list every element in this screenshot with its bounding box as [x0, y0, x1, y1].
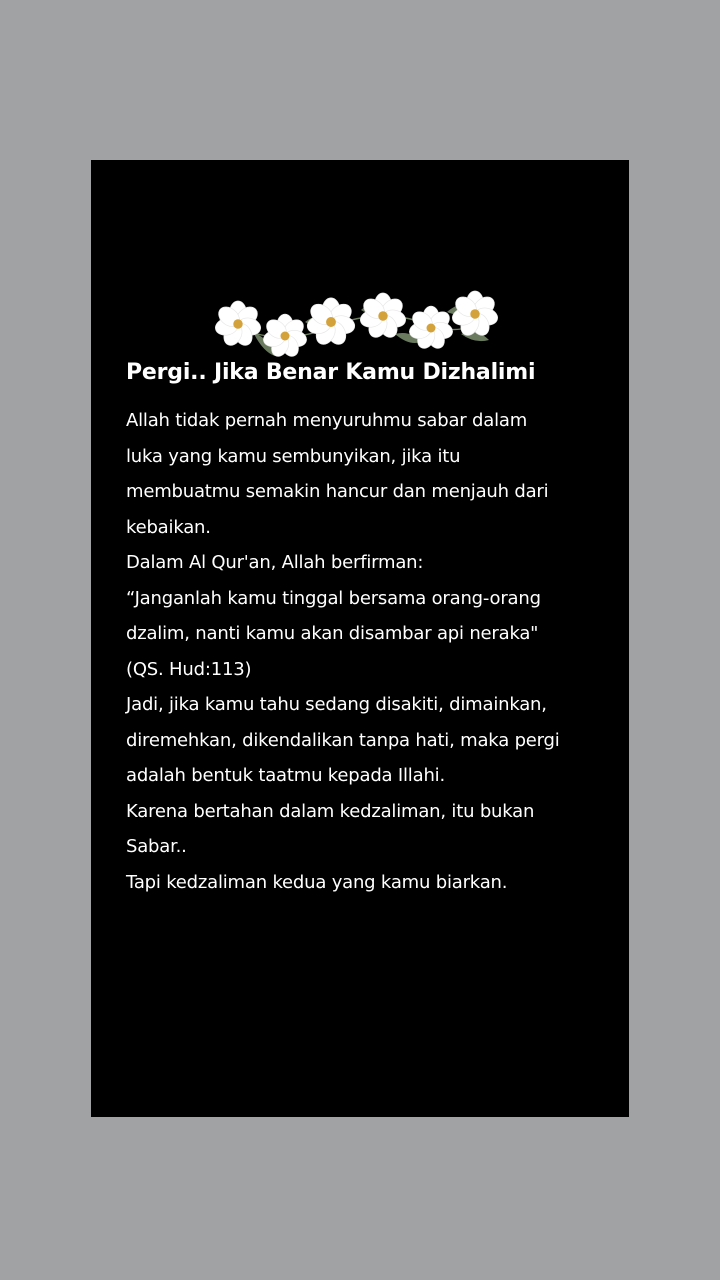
body-line: adalah bentuk taatmu kepada Illahi. [126, 765, 445, 786]
body-line: Tapi kedzaliman kedua yang kamu biarkan. [126, 871, 508, 893]
flower-garland-icon [213, 286, 513, 366]
quran-quote-line: dzalim, nanti kamu akan disambar api neraka" [126, 623, 539, 644]
body-line: diremehkan, dikendalikan tanpa hati, maka pergi [126, 729, 560, 751]
post-body [126, 403, 616, 900]
body-line: Karena bertahan dalam kedzaliman, itu bukan [126, 800, 535, 822]
story-card [91, 160, 629, 1117]
body-line: Allah tidak pernah menyuruhmu sabar dalam [126, 410, 528, 431]
body-line: Dalam Al Qur'an, Allah berfirman: [126, 552, 424, 573]
quran-quote-line: “Janganlah kamu tinggal bersama orang-orang [126, 587, 541, 609]
quran-reference: (QS. Hud:113) [126, 658, 252, 680]
body-line: kebaikan. [126, 516, 211, 538]
body-line: luka yang kamu sembunyikan, jika itu [126, 445, 461, 467]
body-line: Jadi, jika kamu tahu sedang disakiti, dimainkan, [126, 694, 547, 715]
body-line: membuatmu semakin hancur dan menjauh dari [126, 481, 549, 502]
post-title: Pergi.. Jika Benar Kamu Dizhalimi [126, 360, 536, 385]
body-line: Sabar.. [126, 836, 187, 857]
